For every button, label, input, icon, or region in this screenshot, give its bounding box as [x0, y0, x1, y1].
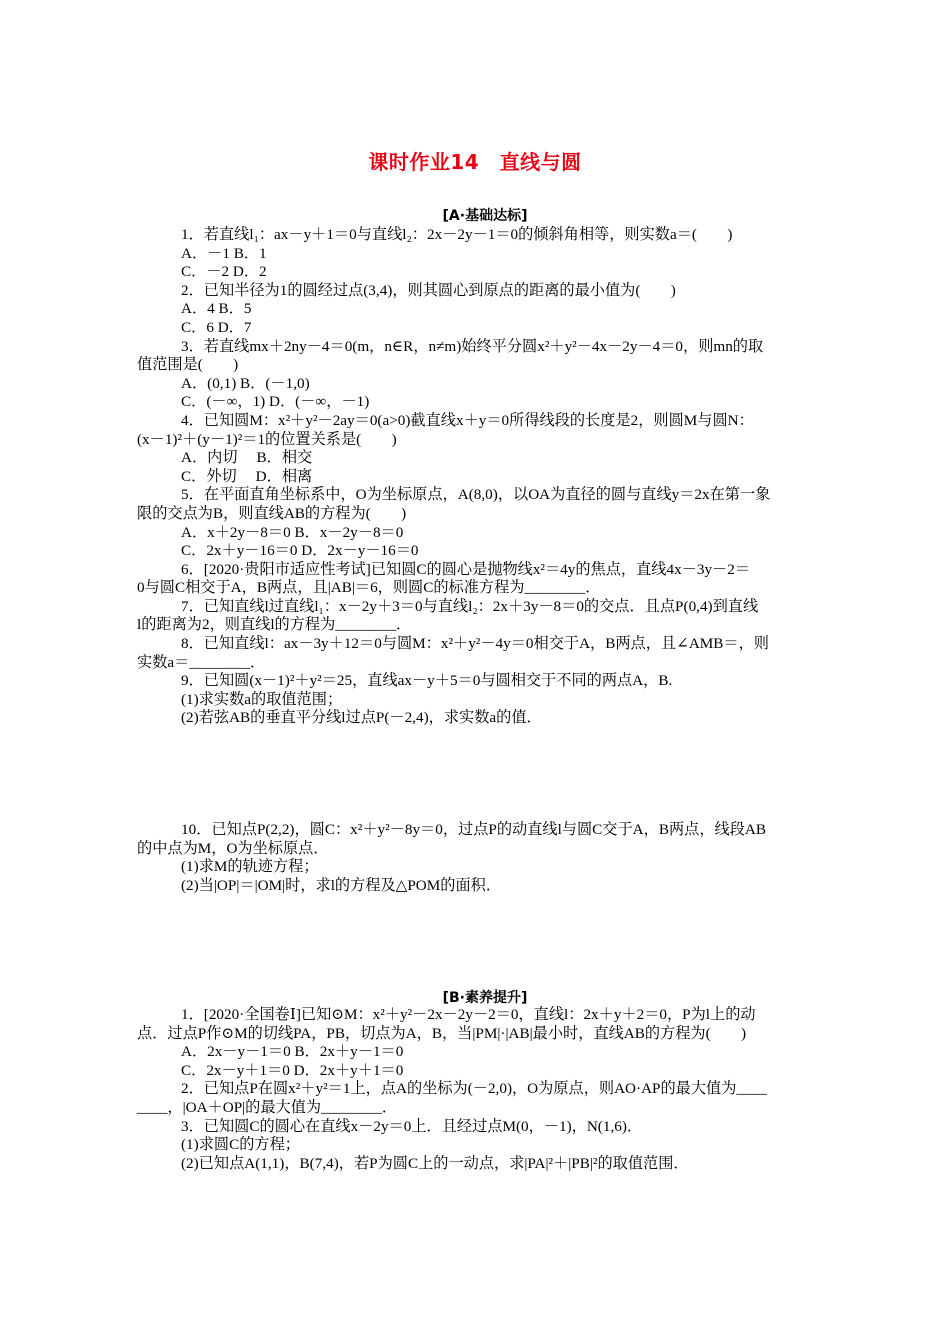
q2-line: 2．已知半径为1的圆经过点(3,4)，则其圆心到原点的距离的最小值为( ) [181, 281, 676, 299]
q7-line-1: 7．已知直线l过直线l₁：x－2y＋3＝0与直线l₂：2x＋3y－8＝0的交点．且点P(0,4)到直线 [181, 597, 759, 615]
q5-line-2: 限的交点为B，则直线AB的方程为( ) [137, 504, 407, 522]
q8-line-1: 8．已知直线l：ax－3y＋12＝0与圆M：x²＋y²－4y＝0相交于A，B两点，且∠AMB＝，则 [181, 635, 769, 653]
q5-line-1: 5．在平面直角坐标系中，O为坐标原点，A(8,0)，以OA为直径的圆与直线y＝2x在第一象 [181, 486, 771, 504]
section-b-label: [B·素养提升] [442, 990, 528, 1006]
q10-part-1: (1)求M的轨迹方程； [181, 858, 319, 876]
b1-line-1: 1．[2020·全国卷Ⅰ]已知⊙M：x²＋y²－2x－2y－2＝0，直线l：2x＋y＋2＝0，P为l上的动 [181, 1006, 756, 1023]
q10-line-1: 10．已知点P(2,2)，圆C：x²＋y²－8y＝0，过点P的动直线l与圆C交于A，B两点，线段AB [181, 821, 766, 838]
q3-line-2: 值范围是( ) [137, 356, 239, 374]
q9-part-1: (1)求实数a的取值范围； [181, 690, 343, 708]
q10-body [137, 821, 817, 895]
q3-options-cd: C．(－∞，1) D．(－∞，－1) [181, 393, 370, 411]
page-title: 课时作业14 直线与圆 [368, 150, 582, 174]
q10-line-2: 的中点为M，O为坐标原点． [137, 839, 329, 857]
b1-options-cd: C．2x－y＋1＝0 D．2x＋y＋1＝0 [181, 1061, 404, 1079]
b2-line-2: ____，|OA＋OP|的最大值为________． [137, 1098, 398, 1116]
q1-options-cd: C．－2 D．2 [181, 263, 267, 281]
q4-line-2: (x－1)²＋(y－1)²＝1的位置关系是( ) [137, 430, 397, 448]
b1-line-2: 点．过点P作⊙M的切线PA，PB，切点为A，B，当|PM|·|AB|最小时，直线AB的方程为( ) [137, 1024, 747, 1042]
q5-options-cd: C．2x＋y－16＝0 D．2x－y－16＝0 [181, 542, 419, 560]
q6-line-2: 0与圆C相交于A，B两点，且|AB|＝6，则圆C的标准方程为________． [137, 579, 601, 597]
q4-options-cd: C．外切 D．相离 [181, 467, 313, 485]
q10-part-2: (2)当|OP|＝|OM|时，求l的方程及△POM的面积． [181, 876, 502, 894]
q1-line: 1．若直线l₁：ax－y＋1＝0与直线l₂：2x－2y－1＝0的倾斜角相等，则实数a＝( ) [181, 226, 733, 243]
section-a-heading [0, 205, 950, 225]
b3-line: 3．已知圆C的圆心在直线x－2y＝0上．且经过点M(0，－1)，N(1,6)． [181, 1117, 643, 1135]
section-a-body [137, 226, 817, 728]
q2-options-ab: A．4 B．5 [181, 300, 252, 318]
section-b-body [137, 1006, 817, 1173]
q1-options-ab: A．－1 B．1 [181, 244, 267, 262]
q5-options-ab: A．x＋2y－8＝0 B．x－2y－8＝0 [181, 523, 404, 541]
b1-options-ab: A．2x－y－1＝0 B．2x＋y－1＝0 [181, 1043, 404, 1061]
q7-line-2: l的距离为2，则直线l的方程为________． [137, 616, 412, 634]
q9-part-2: (2)若弦AB的垂直平分线l过点P(－2,4)，求实数a的值． [181, 709, 542, 727]
q9-line: 9．已知圆(x－1)²＋y²＝25，直线ax－y＋5＝0与圆相交于不同的两点A，B. [181, 672, 673, 690]
b2-line-1: 2．已知点P在圆x²＋y²＝1上，点A的坐标为(－2,0)，O为原点，则AO·AP的最大值为____ [181, 1080, 767, 1098]
b3-part-1: (1)求圆C的方程； [181, 1136, 300, 1154]
q6-line-1: 6．[2020·贵阳市适应性考试]已知圆C的圆心是抛物线x²＝4y的焦点，直线4x－3y－2＝ [181, 560, 751, 578]
q2-options-cd: C．6 D．7 [181, 318, 252, 336]
b3-part-2: (2)已知点A(1,1)，B(7,4)，若P为圆C上的一动点，求|PA|²＋|PB|²的取值范围． [181, 1154, 689, 1172]
q3-line-1: 3．若直线mx＋2ny－4＝0(m，n∈R，n≠m)始终平分圆x²＋y²－4x－2y－4＝0，则mn的取 [181, 337, 764, 355]
section-b-heading [0, 987, 950, 1007]
q4-line-1: 4．已知圆M：x²＋y²－2ay＝0(a>0)截直线x＋y＝0所得线段的长度是2，则圆M与圆N： [181, 411, 754, 429]
q3-options-ab: A．(0,1) B．(－1,0) [181, 374, 310, 392]
section-a-label: [A·基础达标] [442, 208, 528, 224]
q4-options-ab: A．内切 B．相交 [181, 449, 313, 467]
q8-line-2: 实数a＝________． [137, 653, 266, 671]
